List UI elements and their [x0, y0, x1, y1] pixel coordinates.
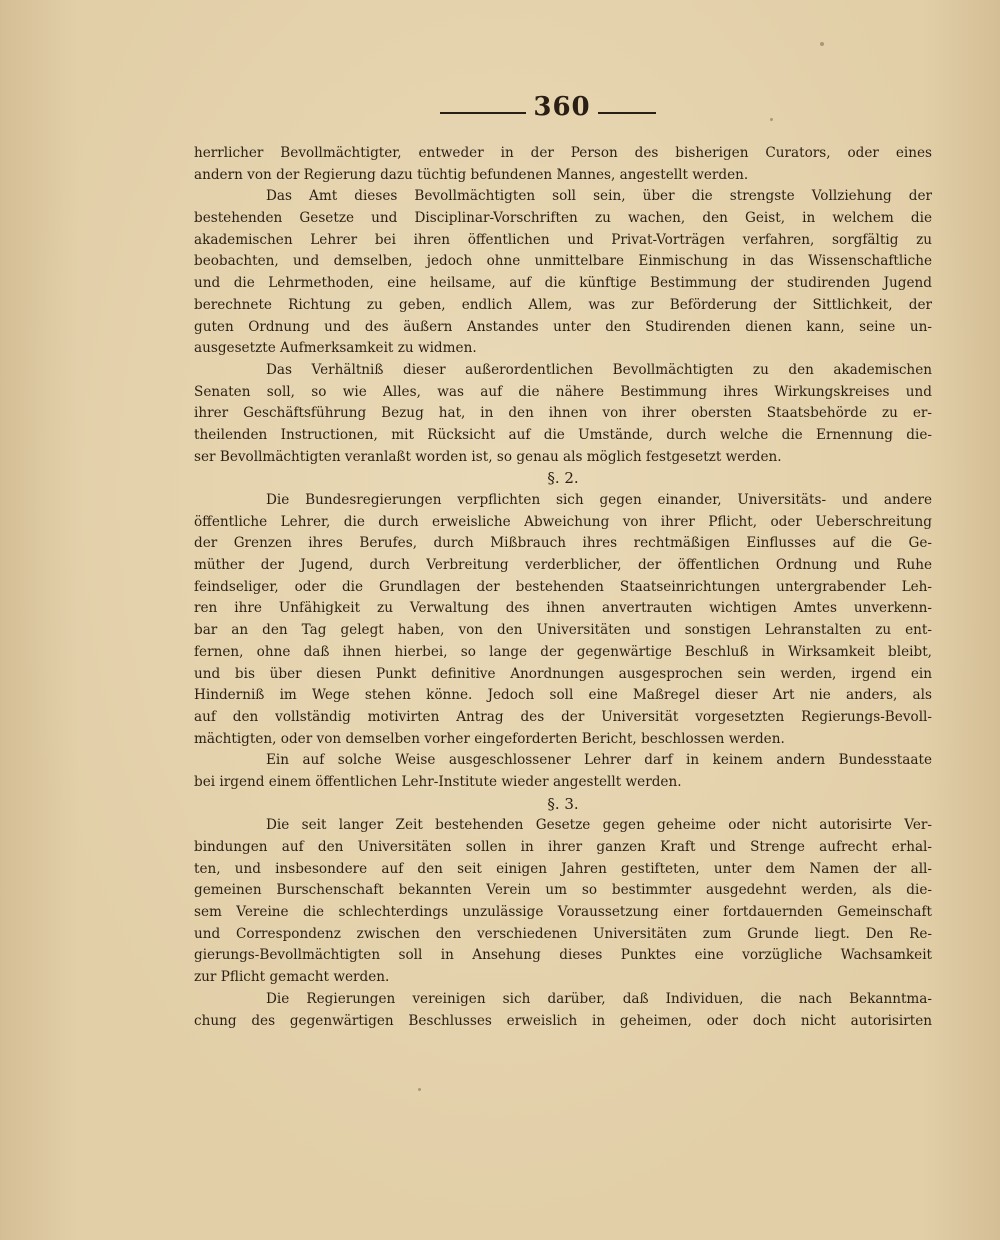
text-line: beobachten, und demselben, jedoch ohne unmittelbare Einmischung in das Wissenschaftliche	[194, 253, 932, 270]
page-header	[0, 92, 1000, 132]
text-line: gierungs-Bevollmächtigten soll in Ansehung dieses Punktes eine vorzügliche Wachsamkeit	[194, 947, 932, 964]
text-line: theilenden Instructionen, mit Rücksicht auf die Umstände, durch welche die Ernennung die-	[194, 426, 932, 443]
text-line: Das Amt dieses Bevollmächtigten soll sein, über die strengste Vollziehung der	[266, 188, 932, 205]
text-line: fernen, ohne daß ihnen hierbei, so lange der gegenwärtige Beschluß in Wirksamkeit bleibt,	[194, 643, 932, 660]
text-line: und bis über diesen Punkt definitive Anordnungen ausgesprochen sein werden, irgend ein	[194, 665, 932, 682]
header-rule-left	[440, 112, 526, 114]
text-line: Senaten soll, so wie Alles, was auf die nähere Bestimmung ihres Wirkungskreises und	[194, 383, 932, 400]
text-line: und die Lehrmethoden, eine heilsame, auf die künftige Bestimmung der studirenden Jugend	[194, 275, 932, 292]
text-line: müther der Jugend, durch Verbreitung verderblicher, der öffentlichen Ordnung und Ruhe	[194, 557, 932, 574]
text-line: ausgesetzte Aufmerksamkeit zu widmen.	[194, 340, 477, 357]
text-line: zur Pflicht gemacht werden.	[194, 969, 390, 986]
text-line: Die Bundesregierungen verpflichten sich gegen einander, Universitäts- und andere	[266, 492, 932, 508]
text-line: Das Verhältniß dieser außerordentlichen Bevollmächtigten zu den akademischen	[266, 361, 932, 378]
body-text	[194, 143, 932, 1032]
text-line: akademischen Lehrer bei ihren öffentlichen und Privat-Vorträgen verfahren, sorgfältig zu	[194, 231, 932, 248]
paper-speck	[820, 42, 824, 46]
header-rule-right	[598, 112, 656, 114]
text-line: guten Ordnung und des äußern Anstandes unter den Studirenden dienen kann, seine un-	[194, 318, 932, 335]
text-line: bestehenden Gesetze und Disciplinar-Vorschriften zu wachen, den Geist, in welchem die	[194, 210, 932, 227]
paper-speck	[418, 1088, 421, 1091]
text-line: Ein auf solche Weise ausgeschlossener Lehrer darf in keinem andern Bundesstaate	[266, 752, 932, 769]
text-line: Die Regierungen vereinigen sich darüber, daß Individuen, die nach Bekanntma-	[266, 990, 932, 1007]
text-line: bar an den Tag gelegt haben, von den Universitäten und sonstigen Lehranstalten zu ent-	[194, 622, 932, 639]
text-line: ten, und insbesondere auf den seit einigen Jahren gestifteten, unter dem Namen der all-	[194, 860, 932, 877]
text-line: bindungen auf den Universitäten sollen in ihrer ganzen Kraft und Strenge aufrecht erhal-	[194, 839, 932, 855]
text-line: mächtigten, oder von demselben vorher eingeforderten Bericht, beschlossen werden.	[194, 730, 785, 747]
text-line: herrlicher Bevollmächtigter, entweder in der Person des bisherigen Curators, oder eines	[194, 145, 932, 161]
text-line: feindseliger, oder die Grundlagen der bestehenden Staatseinrichtungen untergrabender Leh-	[194, 578, 932, 595]
text-line: Die seit langer Zeit bestehenden Gesetze gegen geheime oder nicht autorisirte Ver-	[266, 817, 932, 834]
text-line: bei irgend einem öffentlichen Lehr-Institute wieder angestellt werden.	[194, 773, 682, 790]
text-line: sem Vereine die schlechterdings unzulässige Voraussetzung einer fortdauernden Gemeinschaft	[194, 904, 932, 921]
text-line: ihrer Geschäftsführung Bezug hat, in den ihnen von ihrer obersten Staatsbehörde zu er-	[194, 405, 932, 422]
text-line: ren ihre Unfähigkeit zu Verwaltung des ihnen anvertrauten wichtigen Amtes unverkenn-	[194, 600, 932, 617]
text-line: auf den vollständig motivirten Antrag des der Universität vorgesetzten Regierungs-Bevoll-	[194, 708, 932, 725]
section-heading: §. 3.	[547, 794, 579, 813]
text-line: der Grenzen ihres Berufes, durch Mißbrauch ihres rechtmäßigen Einflusses auf die Ge-	[194, 535, 932, 552]
text-line: ser Bevollmächtigten veranlaßt worden ist, so genau als möglich festgesetzt werden.	[194, 448, 782, 465]
text-line: öffentliche Lehrer, die durch erweisliche Abweichung von ihrer Pflicht, oder Ueberschreitung	[194, 513, 932, 530]
text-line: berechnete Richtung zu geben, endlich Allem, was zur Beförderung der Sittlichkeit, der	[194, 296, 932, 313]
text-line: gemeinen Burschenschaft bekannten Verein um so bestimmter ausgedehnt werden, als die-	[194, 882, 932, 899]
page-number: 360	[533, 92, 591, 122]
text-line: chung des gegenwärtigen Beschlusses erweislich in geheimen, oder doch nicht autorisirten	[194, 1012, 932, 1029]
paper-speck	[770, 118, 773, 121]
text-line: und Correspondenz zwischen den verschiedenen Universitäten zum Grunde liegt. Den Re-	[194, 925, 932, 942]
text-line: andern von der Regierung dazu tüchtig befundenen Mannes, angestellt werden.	[194, 166, 749, 183]
section-heading: §. 2.	[547, 469, 579, 488]
text-line: Hinderniß im Wege stehen könne. Jedoch soll eine Maßregel dieser Art nie anders, als	[194, 687, 932, 704]
